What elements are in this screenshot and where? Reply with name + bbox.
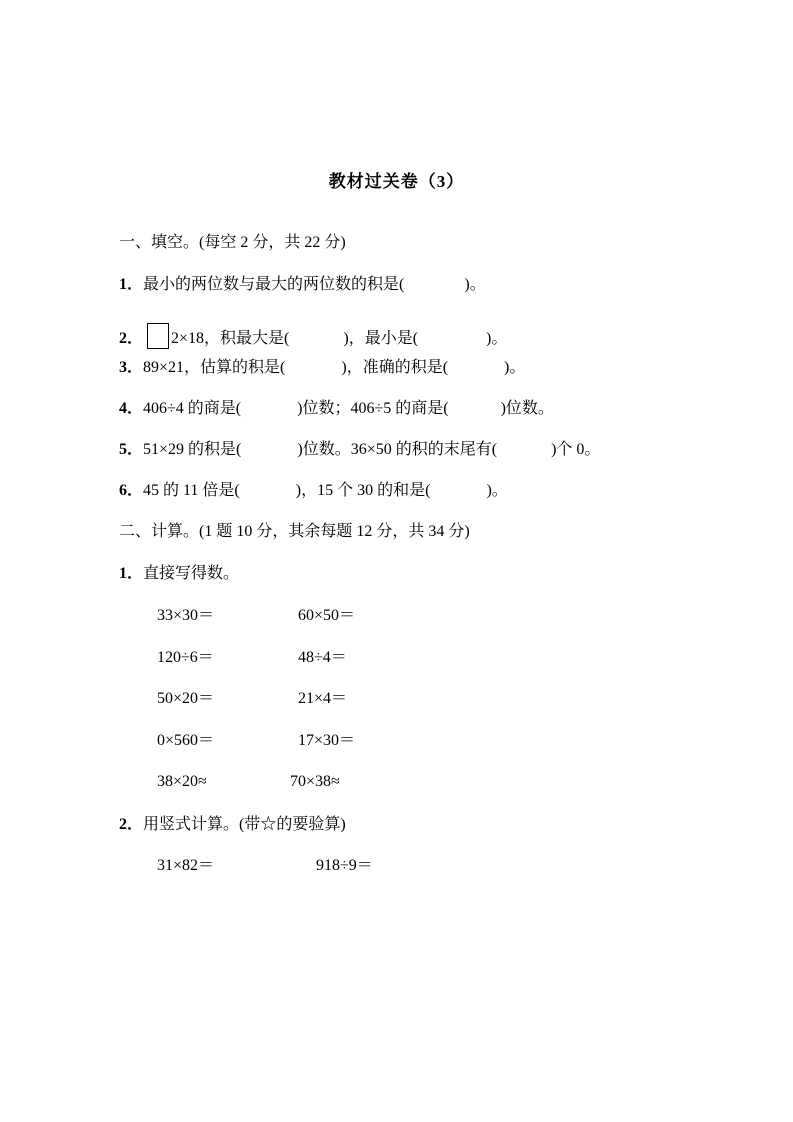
question-2-2 <box>119 815 346 835</box>
calc-item: 33×30＝ <box>157 607 215 624</box>
calc-item: 50×20＝ <box>157 690 215 707</box>
question-text: 直接写得数。 <box>143 565 240 582</box>
calc-item: 70×38≈ <box>290 773 340 790</box>
question-text: )。 <box>464 276 486 293</box>
digit-box[interactable] <box>147 323 169 349</box>
question-1-6 <box>119 481 508 501</box>
question-1-1 <box>119 275 486 295</box>
question-text: 51×29 的积是( <box>143 441 242 458</box>
calc-item: 48÷4＝ <box>298 649 347 666</box>
page-title: 教材过关卷（3） <box>328 172 465 191</box>
question-number: 6． <box>119 482 144 499</box>
question-number: 2． <box>119 816 144 833</box>
question-text: )。 <box>486 330 508 347</box>
calc-item: 31×82＝ <box>157 857 215 874</box>
calc-item: 120÷6＝ <box>157 649 214 666</box>
question-text: 2×18，积最大是( <box>171 330 290 347</box>
question-text: )位数。 <box>500 400 554 417</box>
question-text: )位数。36×50 的积的末尾有( <box>297 441 498 458</box>
question-number: 4． <box>119 400 144 417</box>
question-text: )，15 个 30 的和是( <box>295 482 431 499</box>
question-number: 2． <box>119 330 144 347</box>
question-text: 89×21，估算的积是( <box>143 359 286 376</box>
calc-item: 0×560＝ <box>157 732 215 749</box>
question-2-1 <box>119 564 239 584</box>
question-text: 406÷4 的商是( <box>143 400 242 417</box>
question-text: 用竖式计算。(带☆的要验算) <box>143 816 346 833</box>
question-number: 3． <box>119 359 144 376</box>
calc-item: 17×30＝ <box>298 732 356 749</box>
question-text: )个 0。 <box>551 441 601 458</box>
question-number: 1． <box>119 276 144 293</box>
question-text: )，准确的积是( <box>341 359 449 376</box>
question-text: 最小的两位数与最大的两位数的积是( <box>143 276 405 293</box>
section2-heading: 二、计算。(1 题 10 分，其余每题 12 分，共 34 分) <box>119 523 470 540</box>
question-1-3 <box>119 358 525 378</box>
question-1-5 <box>119 440 600 460</box>
calc-item: 918÷9＝ <box>316 857 373 874</box>
question-number: 5． <box>119 441 144 458</box>
section1-heading: 一、填空。(每空 2 分，共 22 分) <box>119 234 346 251</box>
question-text: )位数；406÷5 的商是( <box>297 400 449 417</box>
calc-item: 21×4＝ <box>298 690 348 707</box>
question-1-2 <box>119 323 507 349</box>
question-1-4 <box>119 399 554 419</box>
question-text: 45 的 11 倍是( <box>143 482 240 499</box>
calc-item: 60×50＝ <box>298 607 356 624</box>
question-text: )。 <box>504 359 526 376</box>
question-text: )，最小是( <box>343 330 419 347</box>
calc-item: 38×20≈ <box>157 773 207 790</box>
question-number: 1． <box>119 565 144 582</box>
question-text: )。 <box>486 482 508 499</box>
